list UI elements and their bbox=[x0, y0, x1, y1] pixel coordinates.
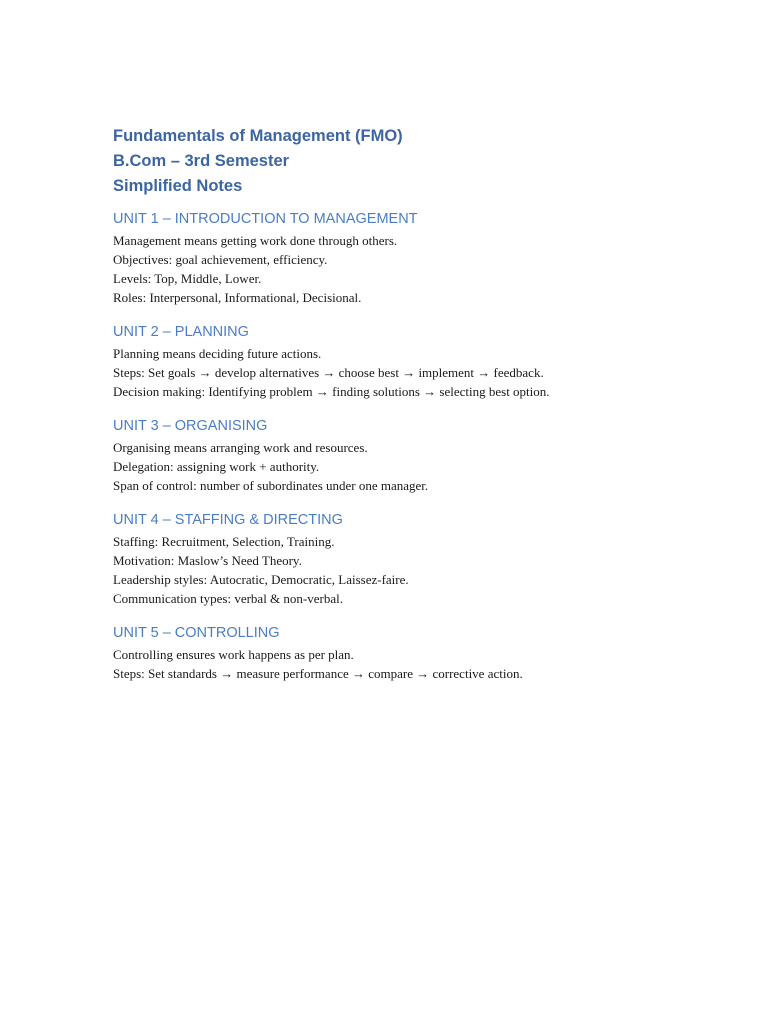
unit-section-1 bbox=[113, 208, 713, 307]
body-line: Objectives: goal achievement, efficiency. bbox=[113, 252, 328, 267]
body-line: Controlling ensures work happens as per plan. bbox=[113, 647, 354, 662]
unit-body bbox=[113, 344, 713, 401]
body-line: Communication types: verbal & non-verbal. bbox=[113, 591, 343, 606]
unit-heading: UNIT 4 – STAFFING & DIRECTING bbox=[113, 512, 343, 528]
body-line: Motivation: Maslow’s Need Theory. bbox=[113, 553, 302, 568]
unit-body bbox=[113, 532, 713, 608]
unit-heading: UNIT 1 – INTRODUCTION TO MANAGEMENT bbox=[113, 211, 418, 227]
unit-section-5 bbox=[113, 622, 713, 683]
unit-body bbox=[113, 645, 713, 683]
body-line: Steps: Set goals → develop alternatives → choose best → implement → feedback. bbox=[113, 365, 544, 380]
unit-heading: UNIT 5 – CONTROLLING bbox=[113, 625, 280, 641]
unit-heading: UNIT 2 – PLANNING bbox=[113, 324, 249, 340]
unit-section-3 bbox=[113, 415, 713, 495]
unit-body bbox=[113, 438, 713, 495]
unit-body bbox=[113, 231, 713, 307]
body-line: Delegation: assigning work + authority. bbox=[113, 459, 320, 474]
body-line: Steps: Set standards → measure performance → compare → corrective action. bbox=[113, 666, 523, 681]
body-line: Levels: Top, Middle, Lower. bbox=[113, 271, 262, 286]
document-subtitle-course: B.Com – 3rd Semester bbox=[113, 152, 290, 170]
document-subtitle-notes: Simplified Notes bbox=[113, 177, 243, 195]
body-line: Management means getting work done through others. bbox=[113, 233, 398, 248]
body-line: Organising means arranging work and resources. bbox=[113, 440, 368, 455]
body-line: Decision making: Identifying problem → finding solutions → selecting best option. bbox=[113, 384, 550, 399]
unit-section-4 bbox=[113, 509, 713, 608]
document-content bbox=[113, 124, 713, 697]
body-line: Leadership styles: Autocratic, Democratic, Laissez-faire. bbox=[113, 572, 409, 587]
body-line: Roles: Interpersonal, Informational, Decisional. bbox=[113, 290, 362, 305]
document-title: Fundamentals of Management (FMO) bbox=[113, 127, 403, 145]
body-line: Span of control: number of subordinates under one manager. bbox=[113, 478, 429, 493]
document-title-block bbox=[113, 124, 713, 199]
body-line: Planning means deciding future actions. bbox=[113, 346, 322, 361]
unit-section-2 bbox=[113, 321, 713, 401]
unit-heading: UNIT 3 – ORGANISING bbox=[113, 418, 268, 434]
body-line: Staffing: Recruitment, Selection, Training. bbox=[113, 534, 335, 549]
